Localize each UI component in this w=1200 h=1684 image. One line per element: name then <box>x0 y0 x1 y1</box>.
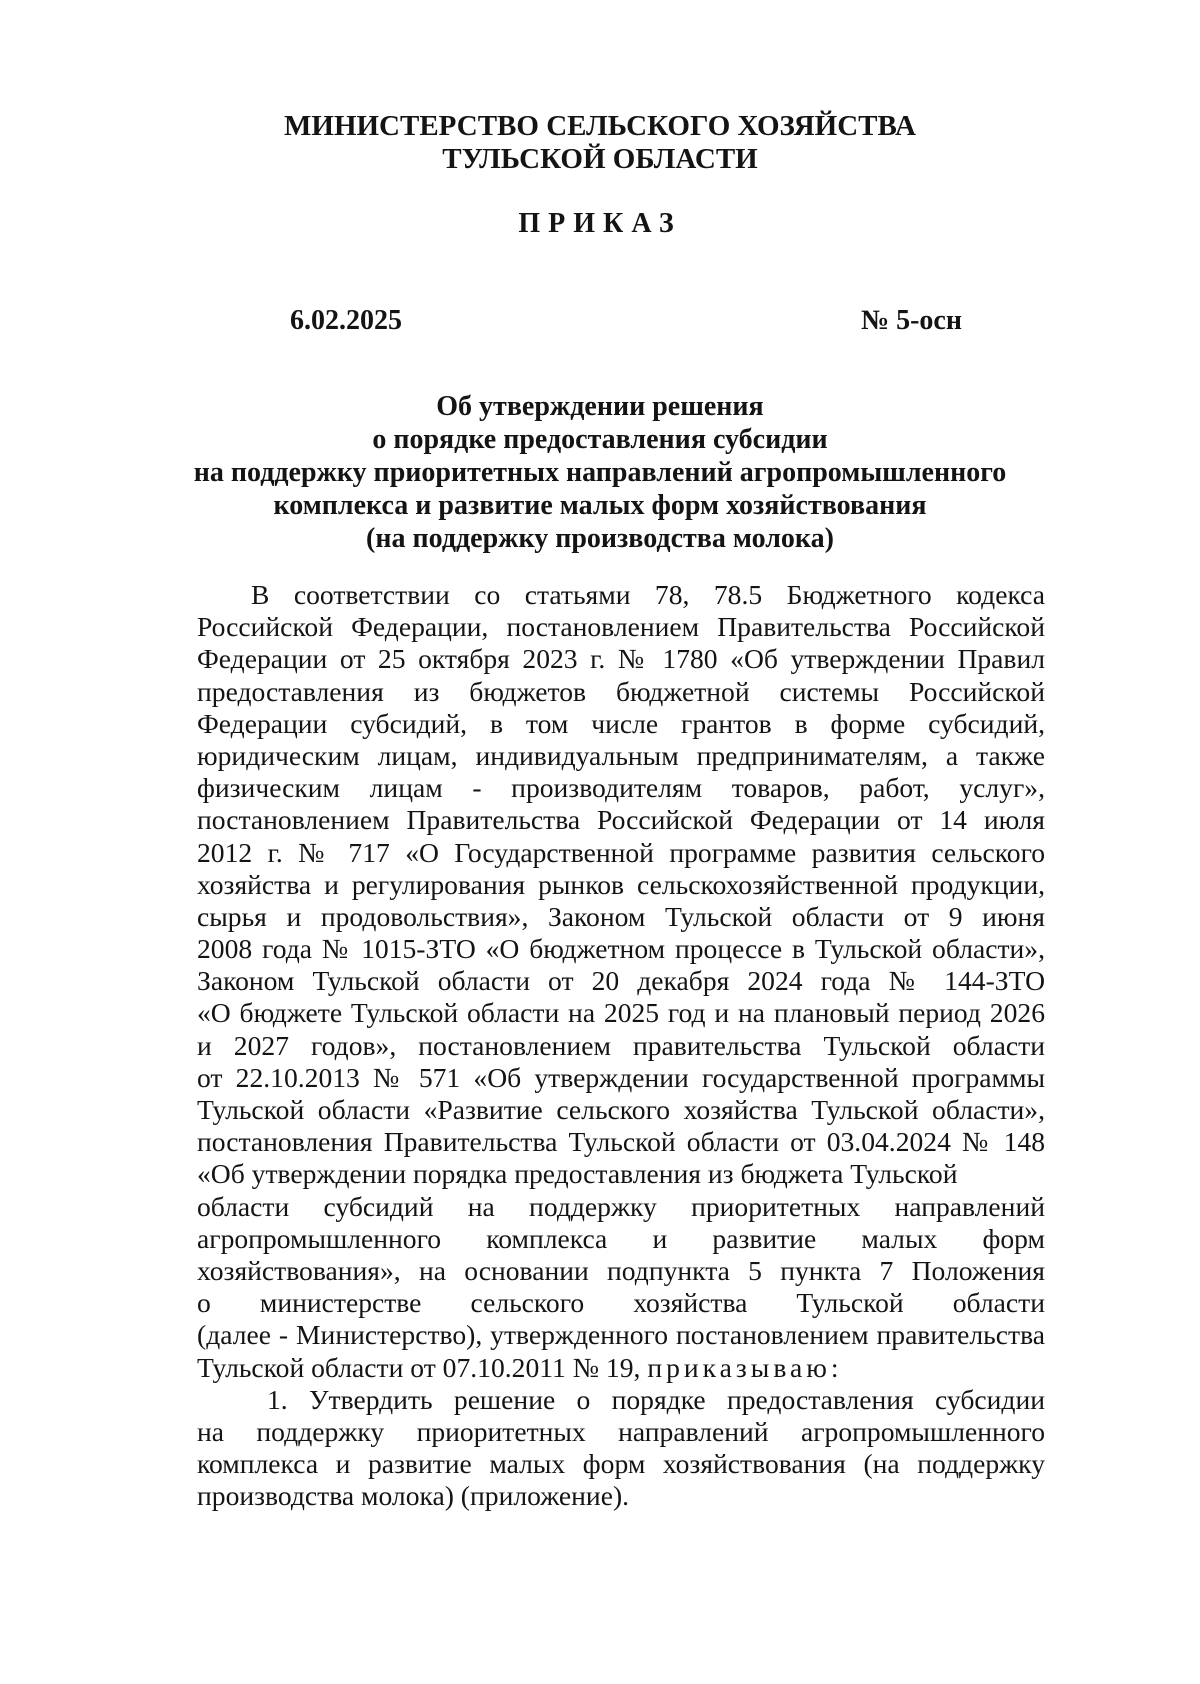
body-line: агропромышленного комплекса и развитие малых форм <box>197 1222 1045 1254</box>
order-heading: ПРИКАЗ <box>518 208 682 239</box>
order-number: № 5-осн <box>860 305 962 336</box>
body-line: хозяйства и регулирования рынков сельскохозяйственной продукции, <box>197 868 1045 900</box>
order-date: 6.02.2025 <box>290 305 402 336</box>
title-line: на поддержку приоритетных направлений агропромышленного <box>193 457 1007 488</box>
title-line: (на поддержку производства молока) <box>366 523 834 554</box>
ministry-name-line1: МИНИСТЕРСТВО СЕЛЬСКОГО ХОЗЯЙСТВА <box>284 110 916 142</box>
ministry-name-line2: ТУЛЬСКОЙ ОБЛАСТИ <box>442 143 758 175</box>
body-line: предоставления из бюджетов бюджетной системы Российской <box>197 675 1045 707</box>
body-line: постановления Правительства Тульской области от 03.04.2024 № 148 <box>197 1126 1045 1158</box>
body-line: Законом Тульской области от 20 декабря 2024 года № 144-ЗТО <box>197 965 1045 997</box>
order-title <box>150 390 1050 555</box>
body-line-final <box>197 1352 1045 1384</box>
item-1-line: производства молока) (приложение). <box>197 1480 630 1512</box>
body-line: «О бюджете Тульской области на 2025 год и на плановый период 2026 <box>197 997 1045 1029</box>
body-line: Федерации субсидий, в том числе грантов в форме субсидий, <box>197 707 1045 739</box>
body-line: о министерстве сельского хозяйства Тульской области <box>197 1287 1045 1319</box>
item-1-line: комплекса и развитие малых форм хозяйствования (на поддержку <box>197 1448 1045 1480</box>
body-line: сырья и продовольствия», Законом Тульской области от 9 июня <box>197 900 1045 932</box>
body-line: хозяйствования», на основании подпункта 5 пункта 7 Положения <box>197 1254 1045 1286</box>
item-1-line: 1. Утвердить решение о порядке предоставления субсидии <box>267 1383 1045 1415</box>
body-line: Российской Федерации, постановлением Правительства Российской <box>197 611 1045 643</box>
body-line-text: Тульской области от 07.10.2011 № 19, <box>197 1351 641 1383</box>
body-line: Федерации от 25 октября 2023 г. № 1780 «Об утверждении Правил <box>197 643 1045 675</box>
order-preamble <box>197 579 1045 1512</box>
title-line: Об утверждении решения <box>436 391 764 422</box>
order-verb: приказываю: <box>647 1351 843 1383</box>
body-line: физическим лицам - производителям товаров, работ, услуг», <box>197 772 1045 804</box>
body-line: «Об утверждении порядка предоставления из бюджета Тульской <box>197 1158 958 1190</box>
body-line: юридическим лицам, индивидуальным предпринимателям, а также <box>197 739 1045 771</box>
body-line: области субсидий на поддержку приоритетных направлений <box>197 1190 1045 1222</box>
body-line: (далее - Министерство), утвержденного постановлением правительства <box>197 1319 1045 1351</box>
body-line: Тульской области «Развитие сельского хозяйства Тульской области», <box>197 1094 1045 1125</box>
body-line: и 2027 годов», постановлением правительства Тульской области <box>197 1029 1045 1061</box>
body-line: от 22.10.2013 № 571 «Об утверждении государственной программы <box>197 1061 1045 1093</box>
title-line: о порядке предоставления субсидии <box>372 424 828 455</box>
body-line: 2008 года № 1015-ЗТО «О бюджетном процессе в Тульской области», <box>197 933 1045 965</box>
body-line: В соответствии со статьями 78, 78.5 Бюджетного кодекса <box>251 579 1045 610</box>
body-line: 2012 г. № 717 «О Государственной программе развития сельского <box>197 836 1045 868</box>
item-1-line: на поддержку приоритетных направлений агропромышленного <box>197 1415 1045 1447</box>
body-line: постановлением Правительства Российской Федерации от 14 июля <box>197 804 1045 836</box>
title-line: комплекса и развитие малых форм хозяйствования <box>273 490 927 521</box>
